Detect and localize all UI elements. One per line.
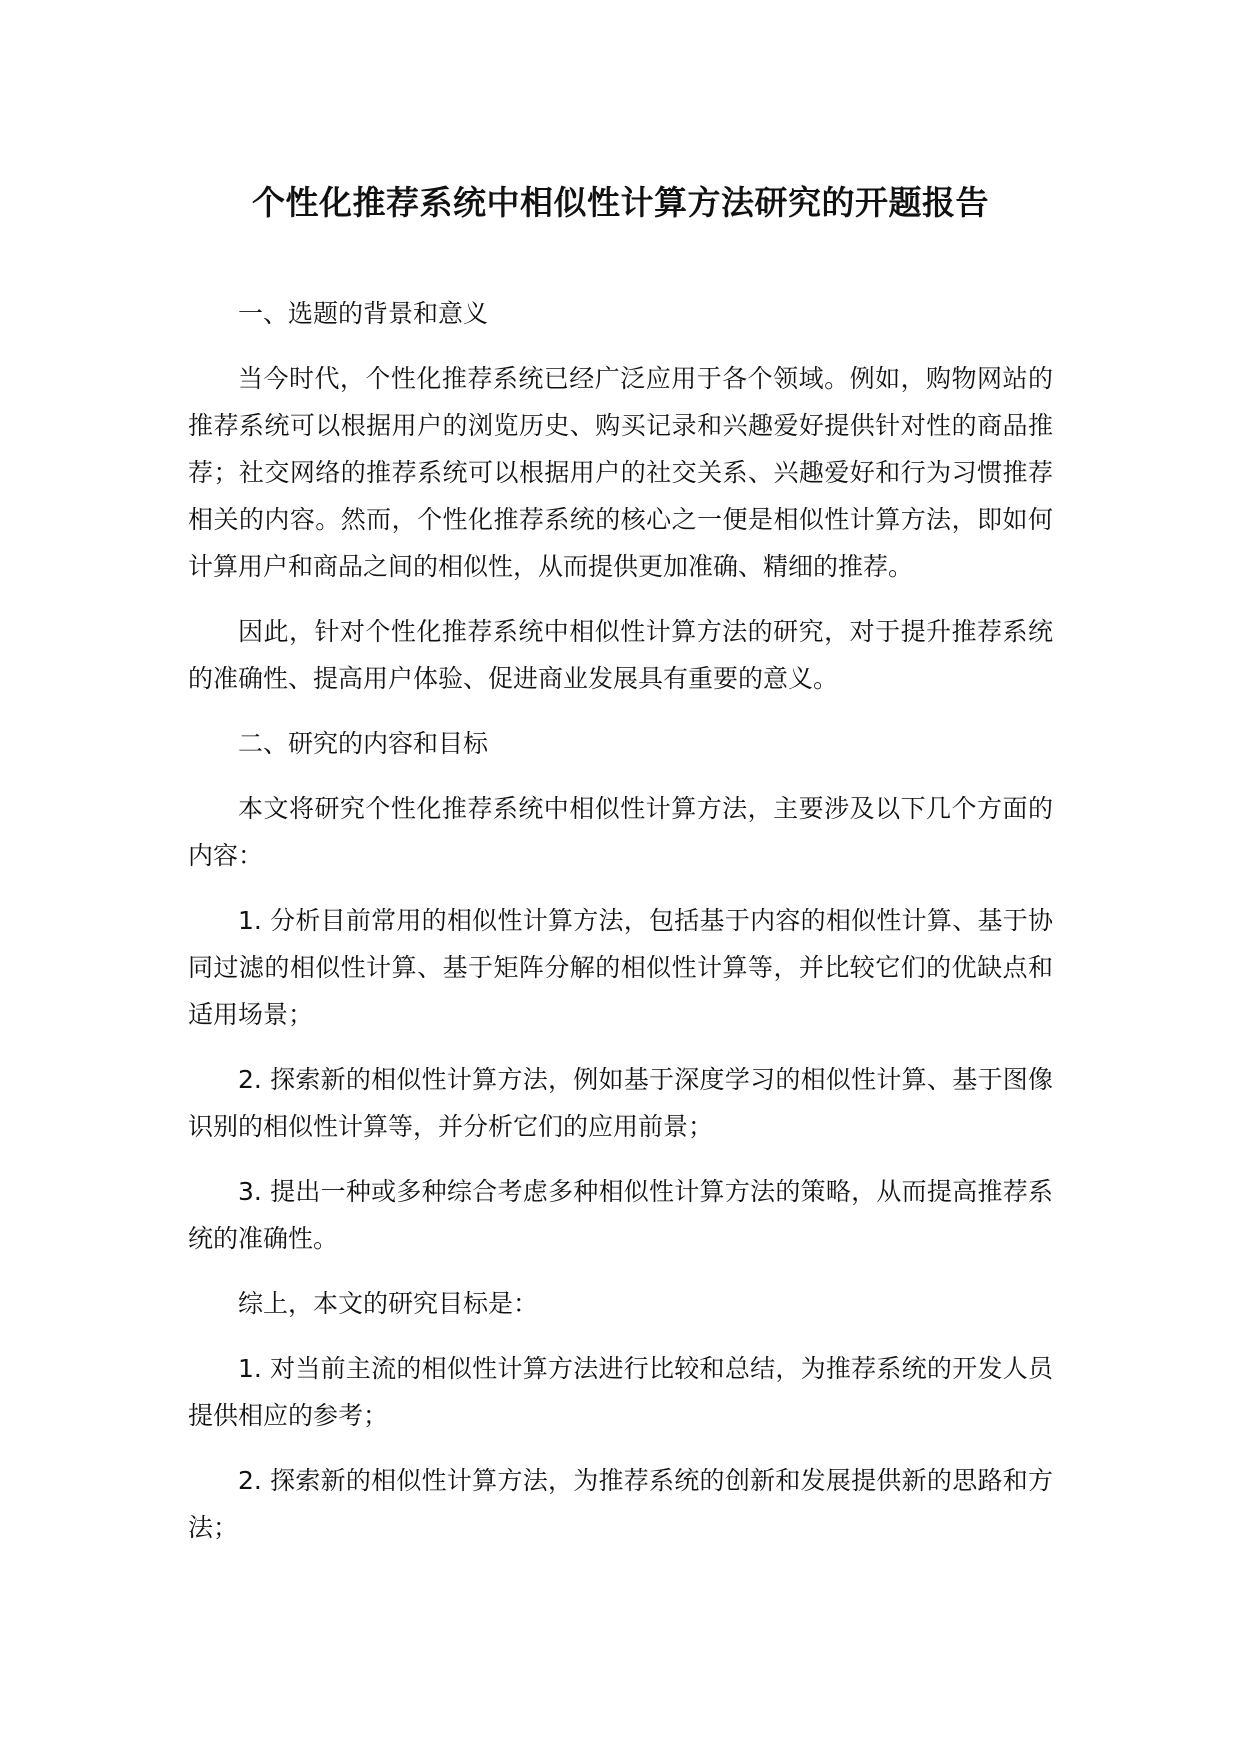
list-item: 2. 探索新的相似性计算方法，例如基于深度学习的相似性计算、基于图像识别的相似性计算等，并分析它们的应用前景； [188,1065,1053,1141]
list-item: 2. 探索新的相似性计算方法，为推荐系统的创新和发展提供新的思路和方法； [188,1466,1053,1542]
paragraph: 综上，本文的研究目标是： [238,1289,539,1318]
section-background [188,290,1053,702]
paragraph: 本文将研究个性化推荐系统中相似性计算方法，主要涉及以下几个方面的内容： [188,794,1053,870]
list-item: 1. 对当前主流的相似性计算方法进行比较和总结，为推荐系统的开发人员提供相应的参考； [188,1354,1053,1430]
section-content-goals [188,720,1053,1551]
section-heading-background: 一、选题的背景和意义 [238,299,489,328]
list-item: 3. 提出一种或多种综合考虑多种相似性计算方法的策略，从而提高推荐系统的准确性。 [188,1177,1053,1253]
list-item: 1. 分析目前常用的相似性计算方法，包括基于内容的相似性计算、基于协同过滤的相似性计算、基于矩阵分解的相似性计算等，并比较它们的优缺点和适用场景； [188,906,1053,1029]
paragraph: 当今时代，个性化推荐系统已经广泛应用于各个领域。例如，购物网站的推荐系统可以根据用户的浏览历史、购买记录和兴趣爱好提供针对性的商品推荐；社交网络的推荐系统可以根据用户的社交关系、兴趣爱好和行为习惯推荐相关的内容。然而，个性化推荐系统的核心之一便是相似性计算方法，即如何计算用户和商品之间的相似性，从而提供更加准确、精细的推荐。 [188,364,1053,581]
paragraph: 因此，针对个性化推荐系统中相似性计算方法的研究，对于提升推荐系统的准确性、提高用户体验、促进商业发展具有重要的意义。 [188,617,1053,693]
document-title: 个性化推荐系统中相似性计算方法研究的开题报告 [252,183,989,222]
section-heading-content-goals: 二、研究的内容和目标 [238,729,489,758]
